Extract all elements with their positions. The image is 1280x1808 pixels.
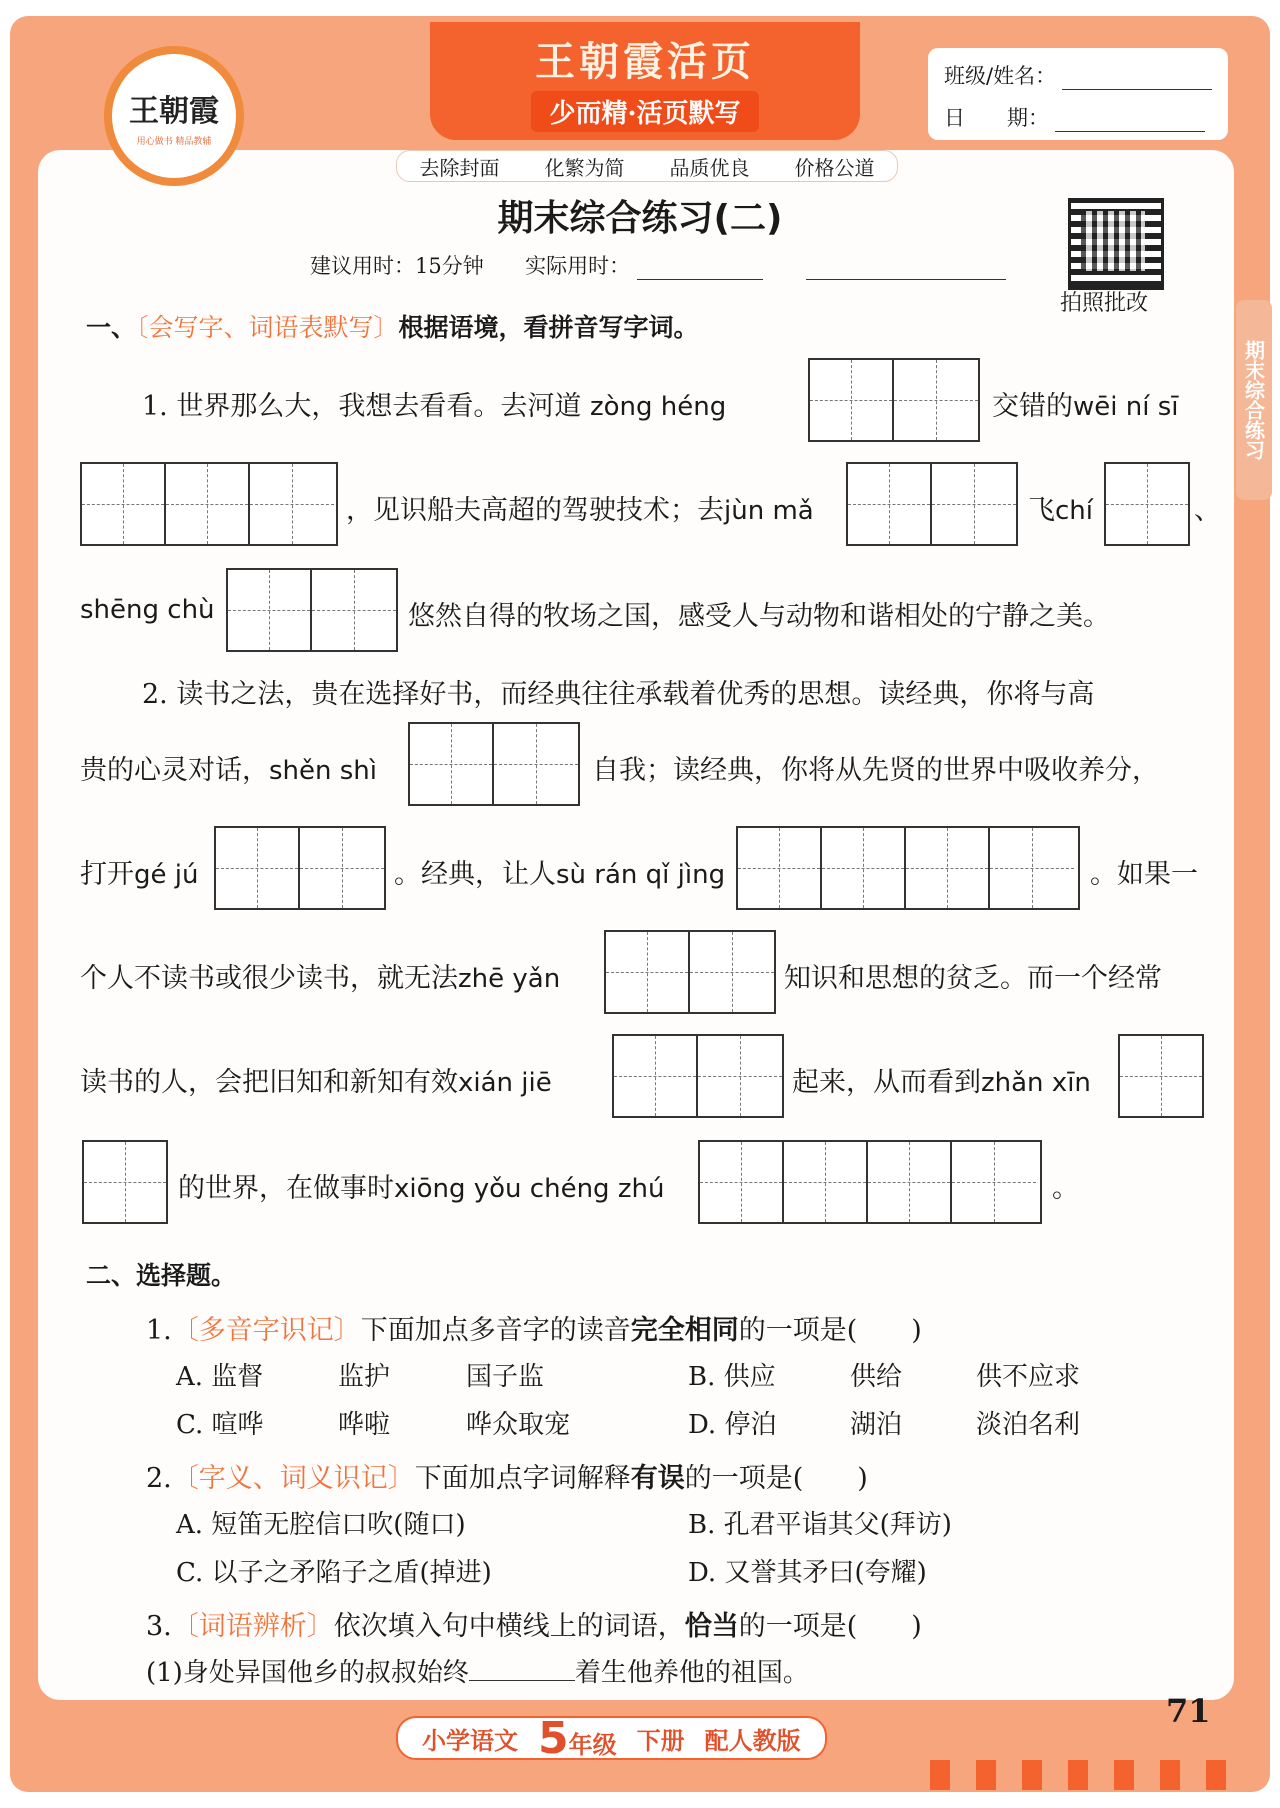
brand-logo <box>104 46 244 186</box>
q2-line2-text: 贵的心灵对话，shěn shì <box>80 755 378 786</box>
answer-grid[interactable] <box>214 826 386 910</box>
mc-q1-option-a[interactable]: A. 监督 <box>176 1362 264 1392</box>
q2-line6-text: 的世界，在做事时xiōng yǒu chéng zhú <box>178 1173 665 1204</box>
footer-subject: 小学语文 <box>422 1726 518 1755</box>
date-label: 日 期： <box>944 106 1049 130</box>
mc-q1-stem: 1.〔多音字识记〕下面加点多音字的读音完全相同的一项是( ) <box>146 1315 922 1346</box>
side-tab: 期末综合练习 <box>1236 300 1272 500</box>
answer-grid[interactable] <box>1104 462 1190 546</box>
section-1-heading <box>86 308 699 344</box>
q2-line4-text: 个人不读书或很少读书，就无法zhē yǎn <box>80 963 561 994</box>
qr-label: 拍照批改 <box>1060 291 1149 316</box>
page-number: 71 <box>1166 1692 1211 1730</box>
footer-badge <box>396 1712 827 1764</box>
mc-q1-option-a-word2: 监护 <box>338 1362 391 1392</box>
actual-time-label: 实际用时： <box>525 254 631 278</box>
extra-blank-line <box>806 263 1006 280</box>
mc-q1-option-b-word3: 供不应求 <box>976 1362 1081 1392</box>
footer-volume: 下册 <box>636 1726 685 1755</box>
pinyin: shěn shì <box>269 756 378 786</box>
date-field[interactable] <box>1055 111 1205 132</box>
mc-q1-option-b[interactable]: B. 供应 <box>688 1362 776 1392</box>
mc-q1-option-c-word3: 哗众取宠 <box>466 1410 571 1440</box>
student-info-box <box>928 48 1228 140</box>
q1-line1-text: 1. 世界那么大，我想去看看。去河道 zòng héng <box>142 391 727 422</box>
q2-line4-text-b: 知识和思想的贫乏。而一个经常 <box>784 963 1162 994</box>
brand-title: 王朝霞活页 <box>535 38 755 85</box>
mc-q2-option-b[interactable]: B. 孔君平诣其父(拜访) <box>688 1510 952 1540</box>
section-1-number: 一、 <box>86 313 137 342</box>
mc-q2-option-a[interactable]: A. 短笛无腔信口吹(随口) <box>176 1510 466 1540</box>
class-name-row <box>944 60 1212 90</box>
footer-edition: 配人教版 <box>704 1726 801 1755</box>
pinyin: zòng héng <box>589 392 727 422</box>
mc-q1-option-d[interactable]: D. 停泊 <box>688 1410 777 1440</box>
logo-text: 王朝霞 <box>129 93 219 129</box>
q2-line1-text: 2. 读书之法，贵在选择好书，而经典往往承载着优秀的思想。读经典，你将与高 <box>142 679 1095 710</box>
brand-banner <box>430 22 860 140</box>
time-info <box>310 250 1006 280</box>
section-1-tag: 〔会写字、词语表默写〕 <box>136 313 399 342</box>
section-2-heading: 二、选择题。 <box>86 1261 237 1290</box>
slogan-item: 价格公道 <box>794 155 875 180</box>
decorative-stripes <box>930 1760 1230 1790</box>
mc-q3-sub1: (1)身处异国他乡的叔叔始终 着生他养他的祖国。 <box>146 1658 809 1688</box>
pinyin: shēng chù <box>80 595 215 625</box>
mc-q1-tag: 〔多音字识记〕 <box>171 1315 361 1346</box>
q2-line3-text-b: 。经典，让人sù rán qǐ jìng <box>394 859 726 890</box>
actual-time-field[interactable] <box>637 263 763 280</box>
logo-subtext: 用心做书 精品教辅 <box>136 136 212 147</box>
q1-line1-text-b: 交错的wēi ní sī <box>992 391 1179 422</box>
q1-line2-comma: 、 <box>1194 495 1221 526</box>
answer-grid[interactable] <box>408 722 580 806</box>
mc-q1-option-c-word2: 哗啦 <box>338 1410 391 1440</box>
slogan-item: 品质优良 <box>669 155 750 180</box>
footer-grade-number: 5 <box>538 1712 569 1764</box>
brand-subtitle: 少而精·活页默写 <box>531 91 758 132</box>
answer-grid[interactable] <box>736 826 1080 910</box>
q2-line5-text: 读书的人，会把旧知和新知有效xián jiē <box>80 1067 552 1098</box>
mc-q1-option-d-word2: 湖泊 <box>850 1410 903 1440</box>
mc-q2-option-d[interactable]: D. 又誉其矛曰(夸耀) <box>688 1558 927 1588</box>
pinyin: zhē yǎn <box>458 964 561 994</box>
q2-line3-text: 打开gé jú <box>80 859 199 890</box>
answer-grid[interactable] <box>80 462 338 546</box>
mc-q1-option-d-word3: 淡泊名利 <box>976 1410 1081 1440</box>
answer-grid[interactable] <box>808 358 980 442</box>
pinyin: xián jiē <box>458 1068 552 1098</box>
section-1-text: 根据语境，看拼音写字词。 <box>398 313 699 342</box>
fill-blank[interactable] <box>469 1680 575 1681</box>
date-row <box>944 102 1205 132</box>
pinyin: jùn mǎ <box>724 496 814 526</box>
mc-q1-option-a-word3: 国子监 <box>466 1362 545 1392</box>
q2-line6-end: 。 <box>1052 1173 1079 1204</box>
answer-grid[interactable] <box>612 1034 784 1118</box>
mc-q2-stem: 2.〔字义、词义识记〕下面加点字词解释有误的一项是( ) <box>146 1463 868 1494</box>
slogan-item: 去除封面 <box>419 155 500 180</box>
q2-line3-text-c: 。如果一 <box>1090 859 1198 890</box>
mc-q1-option-b-word2: 供给 <box>850 1362 903 1392</box>
q1-line2-text: ，见识船夫高超的驾驶技术；去jùn mǎ <box>346 495 814 526</box>
pinyin: sù rán qǐ jìng <box>556 860 726 890</box>
pinyin: xiōng yǒu chéng zhú <box>394 1174 665 1204</box>
mc-q2-tag: 〔字义、词义识记〕 <box>171 1463 415 1494</box>
pinyin: chí <box>1055 496 1093 526</box>
pinyin: gé jú <box>134 860 199 890</box>
mc-q3-tag: 〔词语辨析〕 <box>171 1611 334 1642</box>
mc-q3-stem: 3.〔词语辨析〕依次填入句中横线上的词语，恰当的一项是( ) <box>146 1611 922 1642</box>
answer-grid[interactable] <box>82 1140 168 1224</box>
q2-line5-text-b: 起来，从而看到zhǎn xīn <box>792 1067 1091 1098</box>
pinyin: wēi ní sī <box>1073 392 1179 422</box>
suggested-time: 建议用时：15分钟 <box>310 254 484 278</box>
q2-line2-text-b: 自我；读经典，你将从先贤的世界中吸收养分， <box>592 755 1159 786</box>
mc-q2-option-c[interactable]: C. 以子之矛陷子之盾(掉进) <box>176 1558 492 1588</box>
page-title: 期末综合练习(二) <box>497 198 783 239</box>
class-name-label: 班级/姓名： <box>944 64 1057 88</box>
answer-grid[interactable] <box>604 930 776 1014</box>
qr-code-icon[interactable] <box>1068 198 1164 290</box>
pinyin: zhǎn xīn <box>981 1068 1091 1098</box>
answer-grid[interactable] <box>226 568 398 652</box>
answer-grid[interactable] <box>1118 1034 1204 1118</box>
answer-grid[interactable] <box>846 462 1018 546</box>
class-name-field[interactable] <box>1062 69 1212 90</box>
footer-grade-label: 年级 <box>568 1730 617 1759</box>
mc-q1-option-c[interactable]: C. 喧哗 <box>176 1410 264 1440</box>
q1-line3-text: 悠然自得的牧场之国，感受人与动物和谐相处的宁静之美。 <box>408 601 1110 632</box>
q1-line2-text-b: 飞chí <box>1028 495 1093 526</box>
answer-grid[interactable] <box>698 1140 1042 1224</box>
slogan-bar <box>396 150 898 182</box>
slogan-item: 化繁为简 <box>544 155 625 180</box>
